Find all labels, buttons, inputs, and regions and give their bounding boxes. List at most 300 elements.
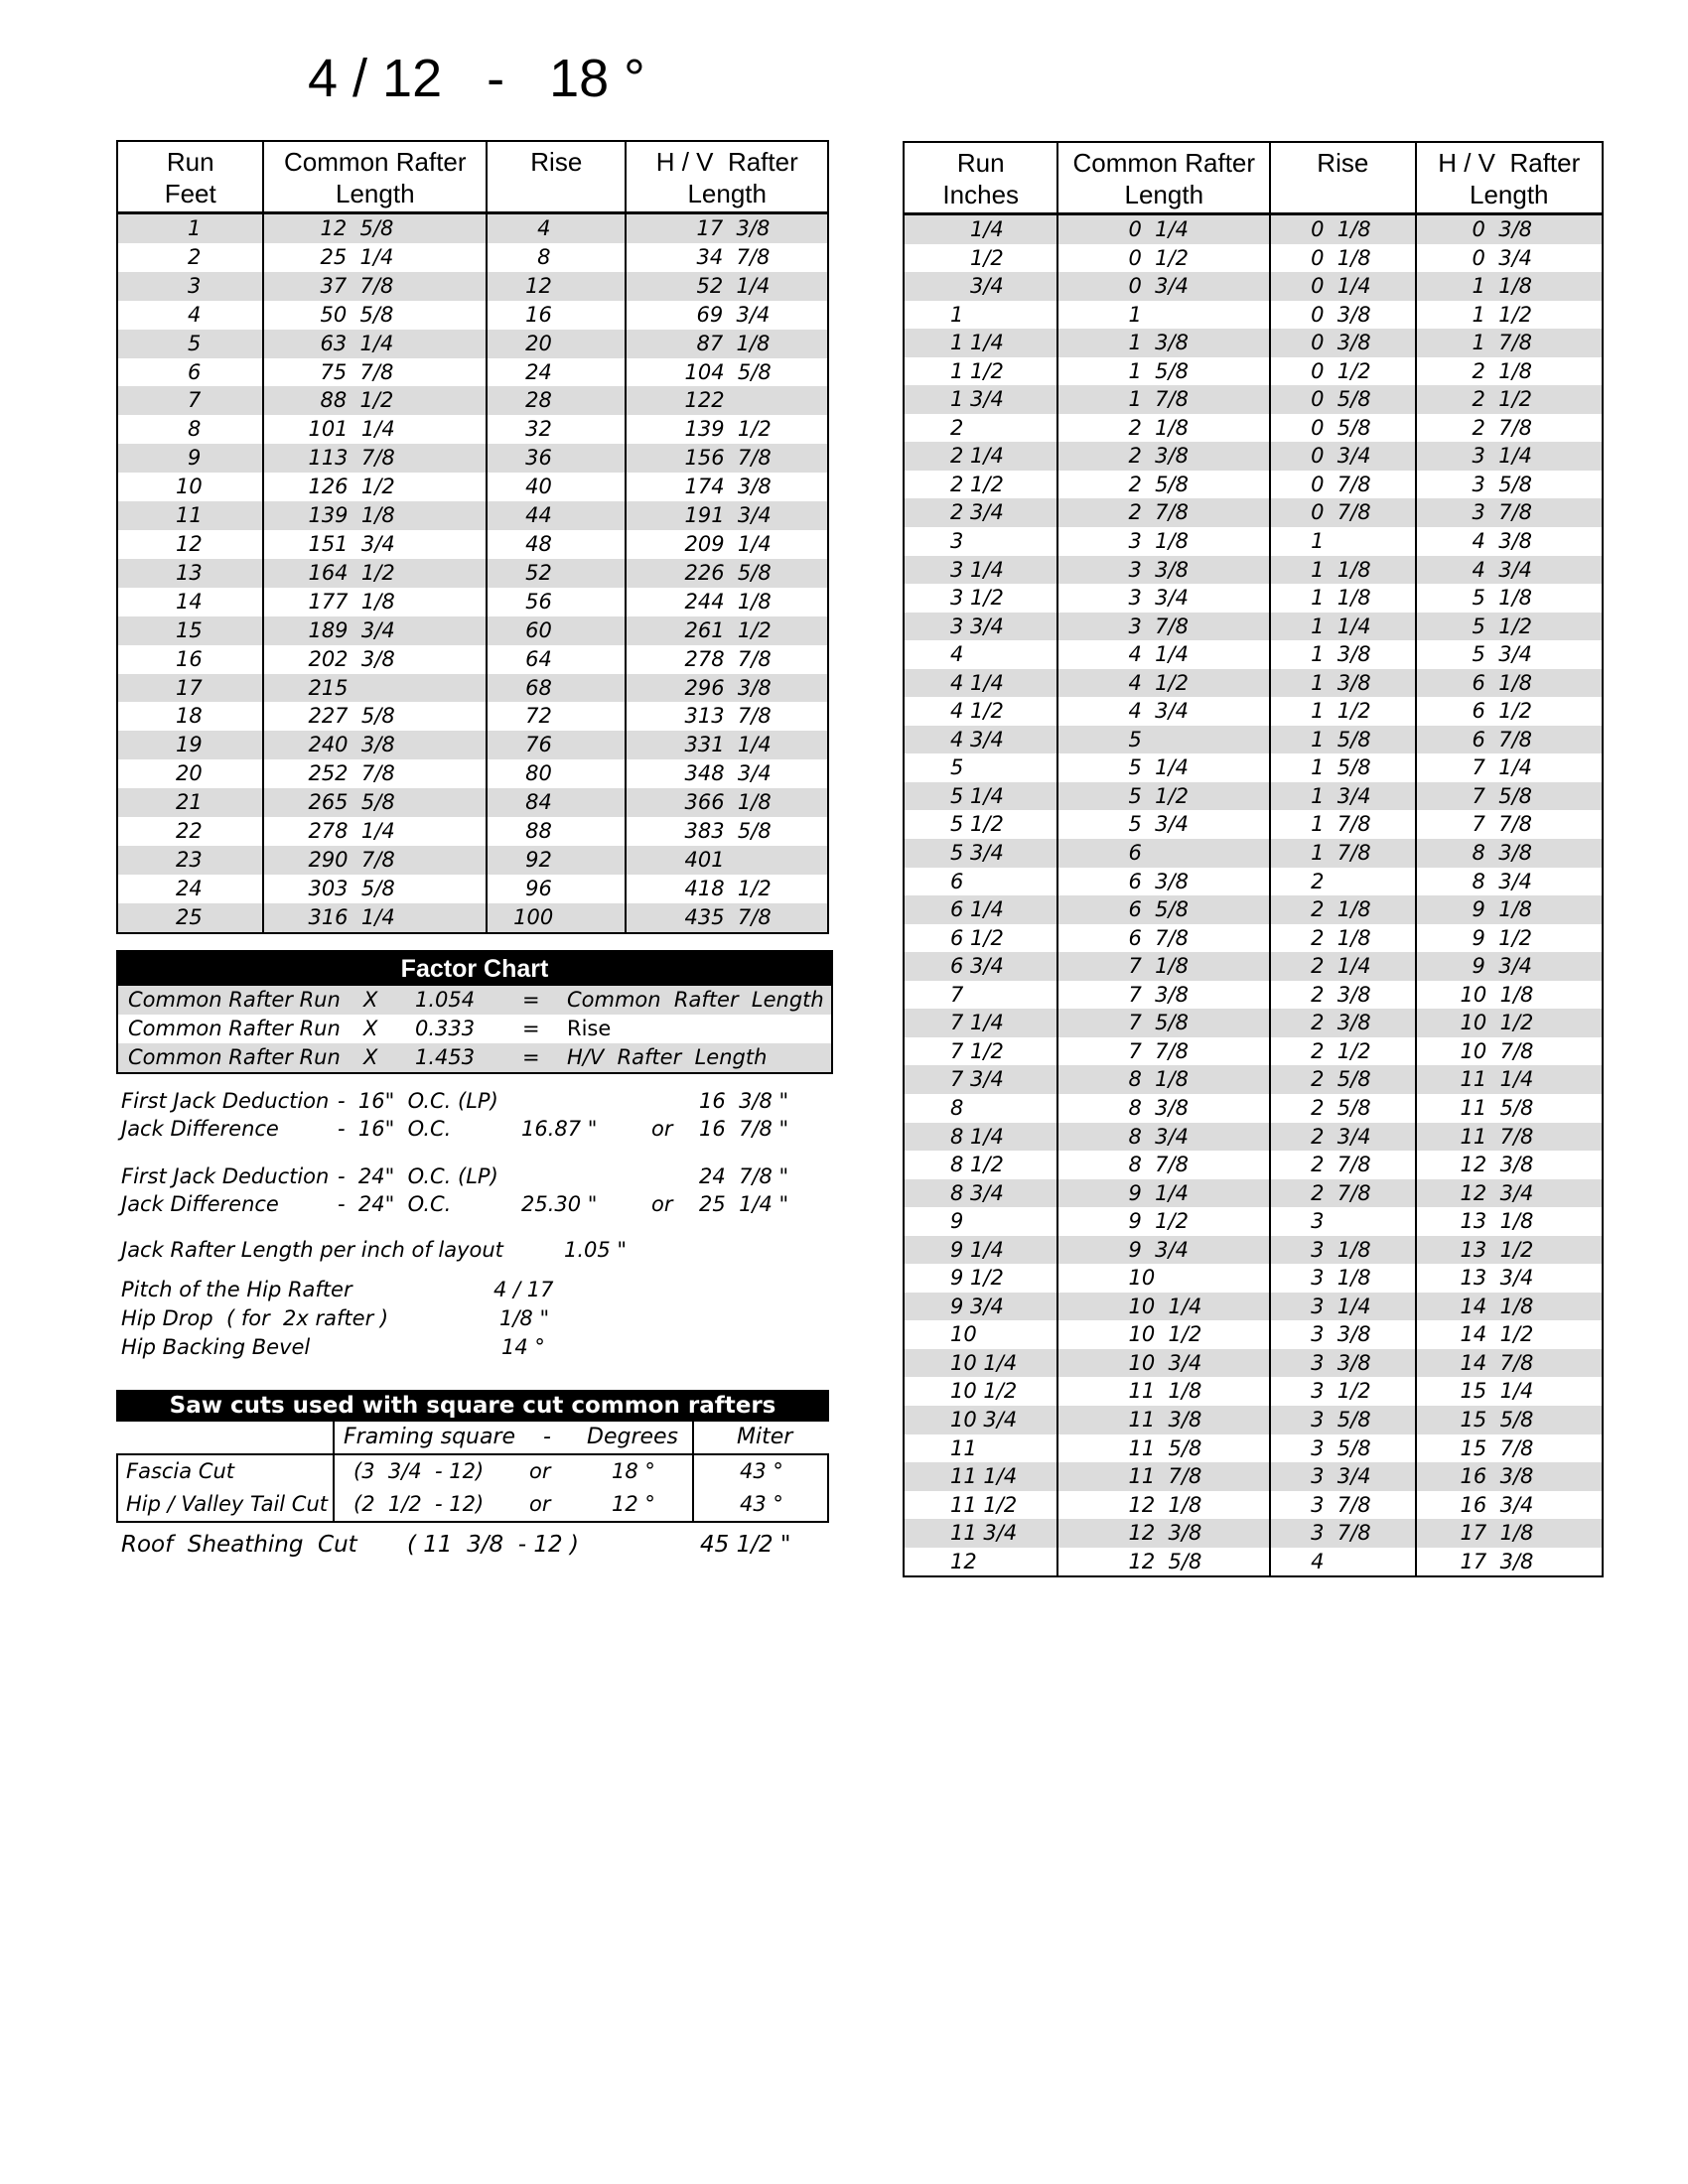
- factor-eq: =: [522, 1045, 540, 1069]
- run-cell: 1 3/4: [904, 385, 1057, 414]
- table-row: [904, 1349, 1603, 1378]
- inch-table-header: [904, 142, 1603, 214]
- run-cell: 17: [117, 674, 263, 703]
- run-cell: 7 1/2: [950, 1038, 1004, 1063]
- common-length-cell: 7 5/8: [1057, 1009, 1270, 1037]
- table-row: [904, 868, 1603, 896]
- hv-length-cell: 1 7/8: [1416, 329, 1603, 357]
- common-length-cell: 316 1/4: [263, 903, 487, 933]
- rise-cell: 76: [487, 731, 626, 759]
- table-row: [117, 645, 828, 674]
- rise-cell: 36: [487, 444, 626, 473]
- common-length-cell: 303 5/8: [263, 875, 487, 903]
- common-length-cell: 2 5/8: [1057, 471, 1270, 499]
- common-length-cell: 6 3/8: [1057, 868, 1270, 896]
- rise-cell: 0 3/8: [1270, 329, 1415, 357]
- hv-length-cell: 15 1/4: [1416, 1377, 1603, 1406]
- hv-length-cell: 174 3/8: [626, 473, 828, 501]
- jack16-diff-value: 16 7/8 ": [699, 1117, 789, 1141]
- rise-cell: 3 1/2: [1270, 1377, 1415, 1406]
- common-length-cell: 11 7/8: [1057, 1462, 1270, 1491]
- jack16-diff-spec: - 16" O.C.: [338, 1117, 452, 1141]
- rise-cell: 28: [487, 386, 626, 415]
- run-cell: 5: [950, 755, 964, 780]
- hv-length-cell: 34 7/8: [626, 243, 828, 272]
- common-length-cell: 6 5/8: [1057, 895, 1270, 924]
- run-cell: 21: [117, 788, 263, 817]
- hv-length-cell: 226 5/8: [626, 559, 828, 588]
- common-length-cell: 227 5/8: [263, 702, 487, 731]
- hv-length-cell: 191 3/4: [626, 501, 828, 530]
- hv-length-cell: 13 1/2: [1416, 1236, 1603, 1265]
- table-row: [904, 1037, 1603, 1066]
- table-row: [904, 1065, 1603, 1094]
- rise-cell: 1 1/8: [1270, 584, 1415, 613]
- common-length-cell: 50 5/8: [263, 301, 487, 330]
- rise-cell: 100: [487, 903, 626, 933]
- run-cell: 4: [188, 302, 202, 327]
- run-cell: 1 1/4: [904, 329, 1057, 357]
- run-cell: 10 1/2: [950, 1379, 1018, 1404]
- rise-cell: 80: [487, 759, 626, 788]
- jack24-first-value: 24 7/8 ": [699, 1164, 789, 1188]
- run-cell: 9: [117, 444, 263, 473]
- hv-length-cell: 122: [626, 386, 828, 415]
- common-length-cell: 9 1/4: [1057, 1179, 1270, 1208]
- table-row: [904, 498, 1603, 527]
- common-length-cell: 8 3/8: [1057, 1094, 1270, 1123]
- rise-cell: 2 5/8: [1270, 1094, 1415, 1123]
- saw-cut-name: Hip / Valley Tail Cut: [126, 1492, 329, 1516]
- common-length-cell: 2 1/8: [1057, 414, 1270, 443]
- factor-eq: =: [522, 988, 540, 1012]
- rise-cell: 1 1/2: [1270, 697, 1415, 726]
- common-length-cell: 1: [1057, 301, 1270, 330]
- run-cell: 10 3/4: [904, 1406, 1057, 1434]
- run-cell: 25: [117, 903, 263, 933]
- run-cell: 7: [117, 386, 263, 415]
- header-hv-rafter-length: H / V Rafter Length: [626, 141, 828, 213]
- run-cell: 10: [176, 475, 203, 499]
- hv-length-cell: 3 5/8: [1416, 471, 1603, 499]
- common-length-cell: 5 3/4: [1057, 810, 1270, 839]
- run-cell: 7: [950, 982, 964, 1007]
- common-length-cell: 101 1/4: [263, 415, 487, 444]
- table-row: [904, 329, 1603, 357]
- common-length-cell: 25 1/4: [263, 243, 487, 272]
- hv-length-cell: 331 1/4: [626, 731, 828, 759]
- hv-length-cell: 278 7/8: [626, 645, 828, 674]
- hv-length-cell: 1 1/2: [1416, 301, 1603, 330]
- rise-cell: 2 3/8: [1270, 1009, 1415, 1037]
- common-length-cell: 75 7/8: [263, 358, 487, 387]
- common-length-cell: 63 1/4: [263, 330, 487, 358]
- table-row: [904, 556, 1603, 585]
- common-length-cell: 12 5/8: [1057, 1548, 1270, 1577]
- table-row: [117, 875, 828, 903]
- run-cell: 22: [176, 819, 203, 844]
- run-cell: 1 1/2: [950, 358, 1004, 383]
- hv-length-cell: 5 3/4: [1416, 640, 1603, 669]
- common-length-cell: 5: [1057, 726, 1270, 754]
- run-cell: 12: [176, 531, 203, 556]
- table-row: [904, 1434, 1603, 1463]
- run-cell: 4: [950, 642, 964, 667]
- rise-cell: 0 7/8: [1270, 498, 1415, 527]
- rise-cell: 3 5/8: [1270, 1406, 1415, 1434]
- table-row: [904, 442, 1603, 471]
- hv-length-cell: 2 1/2: [1416, 385, 1603, 414]
- rise-cell: 2 1/8: [1270, 924, 1415, 953]
- common-length-cell: 4 1/2: [1057, 669, 1270, 698]
- run-cell: 6 1/4: [904, 895, 1057, 924]
- hv-length-cell: 8 3/4: [1416, 868, 1603, 896]
- run-cell: 1: [950, 302, 964, 327]
- rise-cell: 0 7/8: [1270, 471, 1415, 499]
- rise-cell: 84: [487, 788, 626, 817]
- table-row: [904, 1094, 1603, 1123]
- header-common-rafter-length: Common Rafter Length: [1057, 142, 1270, 214]
- table-row: [117, 817, 828, 846]
- table-row: [904, 1491, 1603, 1520]
- run-cell: 3 3/4: [904, 613, 1057, 641]
- common-length-cell: 164 1/2: [263, 559, 487, 588]
- factor-label: Common Rafter Run: [128, 1017, 341, 1040]
- saw-subheader: [116, 1422, 829, 1453]
- rise-cell: 2 1/4: [1270, 952, 1415, 981]
- common-length-cell: 10: [1057, 1264, 1270, 1293]
- run-cell: 5 3/4: [904, 839, 1057, 868]
- common-length-cell: 8 3/4: [1057, 1123, 1270, 1152]
- table-row: [117, 616, 828, 645]
- run-cell: 8 3/4: [904, 1179, 1057, 1208]
- sheathing-value: 45 1/2 ": [700, 1532, 791, 1558]
- run-cell: 2: [950, 415, 964, 440]
- run-cell: 9 3/4: [904, 1293, 1057, 1321]
- hv-length-cell: 3 1/4: [1416, 442, 1603, 471]
- rise-cell: 1 7/8: [1270, 839, 1415, 868]
- factor-chart: [116, 950, 833, 1074]
- run-cell: 9 1/4: [904, 1236, 1057, 1265]
- hv-length-cell: 11 5/8: [1416, 1094, 1603, 1123]
- factor-row: [118, 1043, 831, 1072]
- saw-cut-degrees: 12 °: [612, 1492, 655, 1516]
- run-cell: 7 3/4: [904, 1065, 1057, 1094]
- table-row: [904, 1264, 1603, 1293]
- rise-cell: 20: [487, 330, 626, 358]
- table-row: [117, 272, 828, 301]
- run-cell: 11 3/4: [904, 1519, 1057, 1548]
- jack16-first-value: 16 3/8 ": [699, 1089, 789, 1113]
- table-row: [904, 1519, 1603, 1548]
- hv-length-cell: 418 1/2: [626, 875, 828, 903]
- hv-length-cell: 261 1/2: [626, 616, 828, 645]
- table-row: [904, 357, 1603, 386]
- common-length-cell: 139 1/8: [263, 501, 487, 530]
- run-cell: 11 1/2: [950, 1492, 1018, 1517]
- hv-length-cell: 10 7/8: [1416, 1037, 1603, 1066]
- jack16-first-label: First Jack Deduction: [121, 1089, 330, 1113]
- hv-length-cell: 7 1/4: [1416, 753, 1603, 782]
- run-cell: 11 1/4: [904, 1462, 1057, 1491]
- rise-cell: 0 3/8: [1270, 301, 1415, 330]
- run-cell: 18: [176, 704, 203, 729]
- run-cell: 4 1/2: [950, 699, 1004, 724]
- run-cell: 8: [950, 1095, 964, 1120]
- hv-length-cell: 16 3/8: [1416, 1462, 1603, 1491]
- factor-eq: =: [522, 1017, 540, 1040]
- run-cell: 6: [188, 359, 202, 384]
- rise-cell: 1 3/4: [1270, 782, 1415, 811]
- factor-value: 1.054: [415, 988, 476, 1012]
- hv-length-cell: 104 5/8: [626, 358, 828, 387]
- common-length-cell: 215: [263, 674, 487, 703]
- factor-op: X: [363, 988, 378, 1012]
- header-hv-rafter-length: H / V Rafter Length: [1416, 142, 1603, 214]
- table-row: [904, 214, 1603, 244]
- common-length-cell: 2 7/8: [1057, 498, 1270, 527]
- run-cell: 11: [950, 1435, 977, 1460]
- common-length-cell: 177 1/8: [263, 588, 487, 616]
- rise-cell: 1 7/8: [1270, 810, 1415, 839]
- rise-cell: 3 5/8: [1270, 1434, 1415, 1463]
- rise-cell: 0 3/4: [1270, 442, 1415, 471]
- table-row: [117, 213, 828, 243]
- hv-length-cell: 17 1/8: [1416, 1519, 1603, 1548]
- table-row: [904, 810, 1603, 839]
- run-cell: 4 3/4: [904, 726, 1057, 754]
- saw-cut-miter: 43 °: [740, 1459, 783, 1483]
- table-row: [904, 839, 1603, 868]
- table-row: [904, 1009, 1603, 1037]
- common-length-cell: 7 7/8: [1057, 1037, 1270, 1066]
- hv-length-cell: 296 3/8: [626, 674, 828, 703]
- jack16-first-spec: - 16" O.C. (LP): [338, 1089, 498, 1113]
- inch-rafter-table: [903, 141, 1604, 1577]
- table-row: [904, 301, 1603, 330]
- rise-cell: 2 1/8: [1270, 895, 1415, 924]
- rise-cell: 0 5/8: [1270, 385, 1415, 414]
- rise-cell: 3 3/4: [1270, 1462, 1415, 1491]
- saw-cuts-title: Saw cuts used with square cut common rafters: [116, 1390, 829, 1422]
- saw-cut-name: Fascia Cut: [126, 1459, 235, 1483]
- common-length-cell: 8 7/8: [1057, 1151, 1270, 1179]
- run-cell: 9 1/2: [950, 1266, 1004, 1291]
- rise-cell: 3 7/8: [1270, 1519, 1415, 1548]
- table-row: [904, 1123, 1603, 1152]
- table-row: [904, 1151, 1603, 1179]
- hip-pitch-value: 4 / 17: [493, 1278, 554, 1301]
- run-cell: 5: [117, 330, 263, 358]
- table-row: [904, 1179, 1603, 1208]
- run-cell: 2 1/2: [950, 472, 1004, 496]
- common-length-cell: 1 3/8: [1057, 329, 1270, 357]
- table-row: [904, 1293, 1603, 1321]
- run-cell: 20: [176, 761, 203, 786]
- hip-drop-label: Hip Drop ( for 2x rafter ): [121, 1306, 389, 1330]
- rise-cell: 4: [1270, 1548, 1415, 1577]
- jack24-first-label: First Jack Deduction: [121, 1164, 330, 1188]
- common-length-cell: 3 1/8: [1057, 527, 1270, 556]
- factor-op: X: [363, 1017, 378, 1040]
- common-length-cell: 290 7/8: [263, 846, 487, 875]
- run-cell: 3: [950, 529, 964, 554]
- common-length-cell: 278 1/4: [263, 817, 487, 846]
- header-rise: Rise: [487, 141, 626, 213]
- common-length-cell: 10 1/2: [1057, 1320, 1270, 1349]
- hip-bevel-value: 14 °: [501, 1335, 545, 1359]
- run-cell: 1/4: [904, 214, 1057, 244]
- table-row: [904, 414, 1603, 443]
- run-cell: 9: [950, 1209, 964, 1234]
- rise-cell: 48: [487, 530, 626, 559]
- table-row: [117, 243, 828, 272]
- hv-length-cell: 12 3/8: [1416, 1151, 1603, 1179]
- common-length-cell: 11 5/8: [1057, 1434, 1270, 1463]
- run-cell: 3/4: [904, 272, 1057, 301]
- saw-cut-square: (3 3/4 - 12): [353, 1459, 485, 1483]
- rise-cell: 56: [487, 588, 626, 616]
- table-row: [117, 903, 828, 933]
- run-cell: 2 3/4: [904, 498, 1057, 527]
- header-common-rafter-length: Common Rafter Length: [263, 141, 487, 213]
- rise-cell: 0 5/8: [1270, 414, 1415, 443]
- table-row: [117, 501, 828, 530]
- rise-cell: 1 3/8: [1270, 669, 1415, 698]
- rise-cell: 2 1/2: [1270, 1037, 1415, 1066]
- common-length-cell: 88 1/2: [263, 386, 487, 415]
- table-row: [117, 731, 828, 759]
- hv-length-cell: 14 1/2: [1416, 1320, 1603, 1349]
- common-length-cell: 2 3/8: [1057, 442, 1270, 471]
- jack24-diff-or: or: [651, 1192, 673, 1216]
- table-row: [904, 1406, 1603, 1434]
- table-row: [904, 527, 1603, 556]
- run-cell: 4 1/4: [904, 669, 1057, 698]
- rise-cell: 3 7/8: [1270, 1491, 1415, 1520]
- common-length-cell: 4 3/4: [1057, 697, 1270, 726]
- table-row: [904, 640, 1603, 669]
- hv-length-cell: 87 1/8: [626, 330, 828, 358]
- rise-cell: 60: [487, 616, 626, 645]
- feet-rafter-table: [116, 140, 829, 934]
- jack-per-inch-label: Jack Rafter Length per inch of layout: [121, 1238, 503, 1262]
- table-row: [904, 753, 1603, 782]
- table-row: [117, 444, 828, 473]
- table-row: [117, 702, 828, 731]
- table-row: [117, 301, 828, 330]
- rise-cell: 1 5/8: [1270, 726, 1415, 754]
- factor-result: H/V Rafter Length: [567, 1045, 768, 1069]
- header-run-inches: Run Inches: [904, 142, 1057, 214]
- rise-cell: 2 5/8: [1270, 1065, 1415, 1094]
- hv-length-cell: 435 7/8: [626, 903, 828, 933]
- table-row: [904, 1462, 1603, 1491]
- table-row: [904, 244, 1603, 273]
- table-row: [117, 530, 828, 559]
- run-cell: 3 1/4: [904, 556, 1057, 585]
- table-row: [904, 1320, 1603, 1349]
- rise-cell: 88: [487, 817, 626, 846]
- common-length-cell: 6 7/8: [1057, 924, 1270, 953]
- jack24-diff-value: 25 1/4 ": [699, 1192, 789, 1216]
- hip-pitch-label: Pitch of the Hip Rafter: [121, 1278, 352, 1301]
- hv-length-cell: 401: [626, 846, 828, 875]
- hv-length-cell: 16 3/4: [1416, 1491, 1603, 1520]
- run-cell: 6 1/2: [950, 925, 1004, 950]
- common-length-cell: 11 1/8: [1057, 1377, 1270, 1406]
- hv-length-cell: 12 3/4: [1416, 1179, 1603, 1208]
- table-row: [904, 952, 1603, 981]
- rise-cell: 1: [1270, 527, 1415, 556]
- hv-length-cell: 52 1/4: [626, 272, 828, 301]
- table-row: [117, 415, 828, 444]
- feet-table-header: [117, 141, 828, 213]
- run-cell: 15: [117, 616, 263, 645]
- hip-bevel-label: Hip Backing Bevel: [121, 1335, 311, 1359]
- hv-length-cell: 13 3/4: [1416, 1264, 1603, 1293]
- rise-cell: 0 1/8: [1270, 244, 1415, 273]
- factor-result: Common Rafter Length: [567, 988, 824, 1012]
- rise-cell: 64: [487, 645, 626, 674]
- rise-cell: 24: [487, 358, 626, 387]
- hv-length-cell: 7 5/8: [1416, 782, 1603, 811]
- factor-value: 1.453: [415, 1045, 476, 1069]
- rise-cell: 1 5/8: [1270, 753, 1415, 782]
- jack24-diff-spec: - 24" O.C.: [338, 1192, 452, 1216]
- common-length-cell: 113 7/8: [263, 444, 487, 473]
- jack-per-inch-value: 1.05 ": [564, 1238, 628, 1262]
- hv-length-cell: 6 1/2: [1416, 697, 1603, 726]
- table-row: [904, 471, 1603, 499]
- hv-length-cell: 69 3/4: [626, 301, 828, 330]
- run-cell: 11: [117, 501, 263, 530]
- common-length-cell: 9 1/2: [1057, 1207, 1270, 1236]
- hv-length-cell: 4 3/8: [1416, 527, 1603, 556]
- rise-cell: 4: [487, 213, 626, 243]
- table-row: [117, 358, 828, 387]
- table-row: [904, 1207, 1603, 1236]
- saw-cut-degrees: 18 °: [612, 1459, 655, 1483]
- common-length-cell: 12 5/8: [263, 213, 487, 243]
- table-row: [904, 726, 1603, 754]
- factor-result: Rise: [567, 1017, 612, 1040]
- run-cell: 6: [950, 869, 964, 893]
- hv-length-cell: 10 1/8: [1416, 981, 1603, 1010]
- jack24-diff-label: Jack Difference: [121, 1192, 279, 1216]
- hv-length-cell: 2 1/8: [1416, 357, 1603, 386]
- table-row: [904, 782, 1603, 811]
- table-row: [117, 588, 828, 616]
- common-length-cell: 8 1/8: [1057, 1065, 1270, 1094]
- rise-cell: 1 1/4: [1270, 613, 1415, 641]
- factor-label: Common Rafter Run: [128, 1045, 341, 1069]
- saw-cuts-table: [116, 1390, 829, 1523]
- rise-cell: 2 3/8: [1270, 981, 1415, 1010]
- hv-length-cell: 5 1/8: [1416, 584, 1603, 613]
- common-length-cell: 1 5/8: [1057, 357, 1270, 386]
- common-length-cell: 1 7/8: [1057, 385, 1270, 414]
- common-length-cell: 10 3/4: [1057, 1349, 1270, 1378]
- table-row: [904, 1548, 1603, 1577]
- common-length-cell: 3 3/8: [1057, 556, 1270, 585]
- rise-cell: 40: [487, 473, 626, 501]
- common-length-cell: 265 5/8: [263, 788, 487, 817]
- run-cell: 19: [117, 731, 263, 759]
- table-row: [904, 584, 1603, 613]
- jack16-diff-or: or: [651, 1117, 673, 1141]
- hv-length-cell: 15 7/8: [1416, 1434, 1603, 1463]
